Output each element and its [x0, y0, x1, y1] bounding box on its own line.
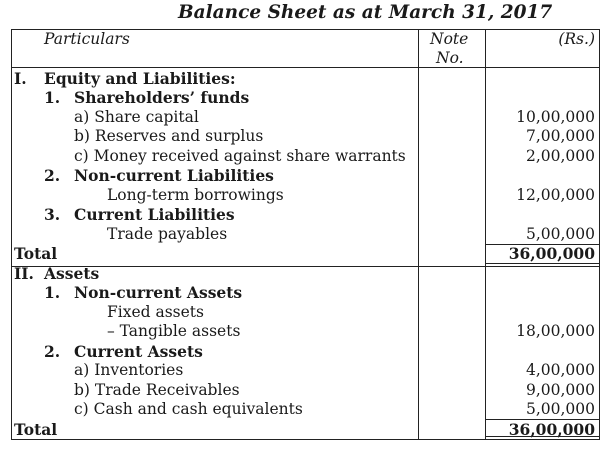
row-label: – Tangible assets	[107, 322, 241, 340]
row-amount: 10,00,000	[516, 108, 595, 126]
row-amount: 5,00,000	[525, 225, 595, 243]
balance-sheet-table	[11, 29, 600, 440]
balance-sheet-title: Balance Sheet as at March 31, 2017	[178, 2, 553, 23]
group-number: 2.	[44, 166, 61, 185]
note-column-divider	[418, 30, 419, 439]
total-rule	[485, 263, 599, 264]
row-amount: 2,00,000	[525, 147, 595, 165]
section-number: II.	[14, 264, 34, 283]
row-label: b) Trade Receivables	[74, 381, 240, 399]
section-equity-liabilities: Equity and Liabilities:	[44, 69, 236, 88]
total-rule	[485, 436, 599, 437]
particulars-header: Particulars	[44, 30, 130, 48]
row-label: c) Money received against share warrants	[74, 147, 406, 165]
row-amount: 4,00,000	[525, 361, 595, 379]
group-current-assets: Current Assets	[74, 342, 203, 361]
row-amount: 7,00,000	[525, 127, 595, 145]
group-number: 1.	[44, 283, 61, 302]
group-shareholders-funds: Shareholders’ funds	[74, 88, 250, 107]
row-label: c) Cash and cash equivalents	[74, 400, 303, 418]
row-label: Fixed assets	[107, 303, 204, 321]
total-amount: 36,00,000	[508, 420, 595, 439]
group-non-current-assets: Non-current Assets	[74, 283, 243, 302]
row-amount: 18,00,000	[516, 322, 595, 340]
row-label: a) Share capital	[74, 108, 199, 126]
row-label: b) Reserves and surplus	[74, 127, 264, 145]
row-amount: 9,00,000	[525, 381, 595, 399]
amount-header: (Rs.)	[558, 30, 595, 48]
note-header: Note	[430, 30, 469, 48]
row-label: Long-term borrowings	[107, 186, 284, 204]
section-number: I.	[14, 69, 27, 88]
group-non-current-liabilities: Non-current Liabilities	[74, 166, 274, 185]
group-number: 1.	[44, 88, 61, 107]
row-label: a) Inventories	[74, 361, 184, 379]
total-label: Total	[14, 244, 58, 263]
amount-column-divider	[485, 30, 486, 439]
section-assets: Assets	[44, 264, 100, 283]
group-number: 2.	[44, 342, 61, 361]
row-amount: 12,00,000	[516, 186, 595, 204]
total-amount: 36,00,000	[508, 244, 595, 263]
group-number: 3.	[44, 205, 61, 224]
group-current-liabilities: Current Liabilities	[74, 205, 235, 224]
row-label: Trade payables	[107, 225, 228, 243]
total-double-rule	[12, 266, 599, 267]
row-amount: 5,00,000	[525, 400, 595, 418]
header-divider	[12, 67, 599, 68]
total-label: Total	[14, 420, 58, 439]
note-header-line2: No.	[436, 49, 464, 67]
